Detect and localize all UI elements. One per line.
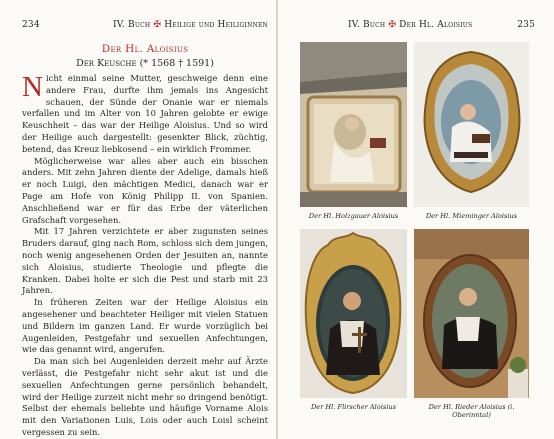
paragraph-2: Möglicherweise war alles aber auch ein bisschen anders. Mit zehn Jahren diente der Adelige, damals hieß er noch Luigi, den mächtigen Medici, danach war er Page am Hofe von König Philipp II. von Spanien. Anschließend war er für das Erbe der väterlichen Grafschaft vorgesehen. — [22, 155, 268, 225]
article-body — [22, 73, 268, 439]
paragraph-4: In früheren Zeiten war der Heilige Aloisius ein angesehener und beachteter Heiliger mit vielen Statuen und Bildern im ganzen Land. Er wurde vorzüglich bei Augenleiden, Pestgefahr und sexuellen Anfechtungen, wie das genannt wird, angerufen. — [22, 297, 268, 355]
article-heading — [22, 43, 268, 69]
figure-caption-1: Der Hl. Holzgauer Aloisius — [308, 212, 399, 220]
figure-caption-3: Der Hl. Flirscher Aloisius — [311, 403, 396, 411]
left-page-number: 234 — [22, 20, 40, 30]
right-running-title — [348, 20, 472, 30]
paragraph-1-text: icht einmal seine Mutter, geschweige denn eine andere Frau, durfte ihm jemals ins Angesicht schauen, der Sünde der Onanie war er niemals verfallen und im Alter von 10 Jahren gelobte er ewige Keuschheit – das war der Heilige Aloisius. Und so wird der Heilige auch dargestellt: gesenkter Blick, züchtig, betend, das Kreuz liebkosend – ein wirklich Frommer. — [22, 73, 268, 154]
book-gutter — [276, 0, 278, 439]
article-title: Der Hl. Aloisius — [101, 43, 189, 55]
left-part-label: IV. Buch — [113, 20, 151, 30]
paragraph-1 — [22, 73, 268, 156]
paragraph-5: Da man sich bei Augenleiden derzeit mehr auf Ärzte verlässt, die Pestgefahr nicht sehr akut ist und die sexuellen Anfechtungen gerne persönlich behandelt, wird der Heilige zurzeit nicht mehr so dringend benötigt. Selbst der ehemals beliebte und häufige Vorname Alois mit den Variationen Luis, Lois oder auch Loisl scheint vergessen zu sein. — [22, 356, 268, 437]
wooden-oval-frame-image — [414, 229, 529, 398]
paragraph-3: Mit 17 Jahren verzichtete er aber zugunsten seines Bruders darauf, ging nach Rom, schloss sich dem jungen, noch wenig angesehenen Orden der Jesuiten an, nannte sich Aloisius, studierte Theologie und pflegte die Kranken. Dabei holte er sich die Pest und starb mit 23 Jahren. — [22, 226, 268, 296]
left-section-title: Heilige und Heiliginnen — [164, 20, 268, 30]
separator-cross-icon: ✠ — [388, 20, 397, 30]
right-part-label: IV. Buch — [348, 20, 386, 30]
right-section-title: Der Hl. Aloisius — [399, 20, 473, 30]
gilded-oval-frame-image — [300, 229, 407, 398]
right-page-number: 235 — [517, 20, 535, 30]
baroque-frame-image — [414, 42, 529, 207]
article-subtitle: Der Keusche (* 1568 † 1591) — [76, 58, 214, 69]
drop-cap: N — [22, 71, 43, 103]
left-running-title — [113, 20, 268, 30]
figure-caption-4: Der Hl. Rieder Aloisius (i. Oberinntal) — [428, 403, 515, 419]
fresco-image — [300, 42, 407, 207]
figure-caption-2: Der Hl. Mieminger Aloisius — [425, 212, 518, 220]
separator-cross-icon: ✠ — [153, 20, 162, 30]
